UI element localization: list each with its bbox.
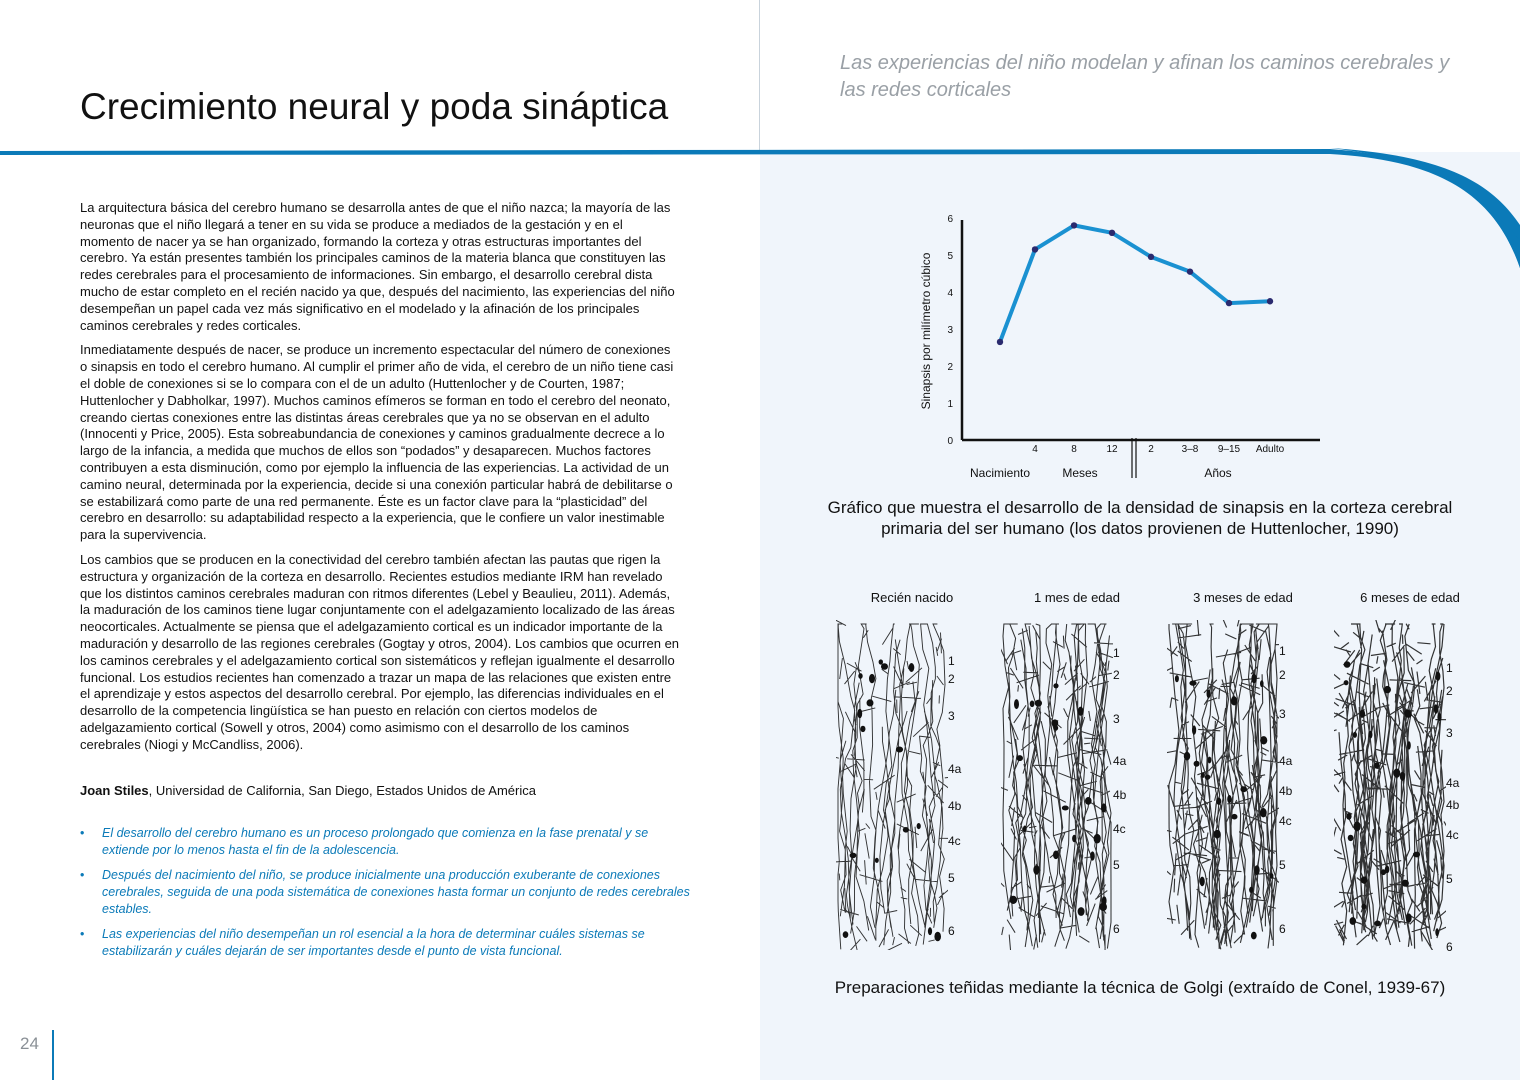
cortical-layer-label: 1 <box>1446 661 1453 675</box>
cortical-layer-label: 2 <box>1113 668 1120 682</box>
cortical-layer-label: 6 <box>1446 940 1453 954</box>
cortical-layer-label: 4b <box>1279 784 1293 798</box>
body-text <box>80 200 680 762</box>
golgi-panel <box>997 590 1157 970</box>
series-line <box>1000 225 1270 342</box>
neuron-soma <box>1406 913 1412 922</box>
golgi-panel <box>1330 590 1490 970</box>
y-tick-label: 4 <box>947 288 953 299</box>
neuron-soma <box>1023 826 1027 833</box>
x-tick-label: 9–15 <box>1217 444 1241 455</box>
neuron-branches <box>836 620 948 950</box>
neuron-soma <box>1101 803 1107 812</box>
neuron-soma <box>1194 761 1200 767</box>
x-tick-label: 8 <box>1071 444 1077 455</box>
neuron-soma <box>1207 689 1211 698</box>
golgi-panel-title: 3 meses de edad <box>1193 590 1293 605</box>
paragraph: Inmediatamente después de nacer, se produce un incremento espectacular del número de conexiones o sinapsis en todo el cerebro humano. Al cumplir el primer año de vida, el cerebro de un niño tiene casi el doble de conexiones si se lo compara con el de un adulto (Huttenlocher y de Courten, 1987; Huttenlocher y Dabholkar, 1997). Muchos caminos efímeros se forman en todo el cerebro del neonato, creando ciertas conexiones entre las distintas áreas cerebrales que ya no se observan en el adulto (Innocenti y Price, 2005). Esta sobreabundancia de conexiones y caminos gradualmente decrece a lo largo de la infancia, a medida que muchos de ellos son “podados” y desaparecen. Muchos factores contribuyen a esta disminución, como por ejemplo la influencia de las experiencias. La actividad de un camino neural, determinada por la experiencia, decide si una conexión particular habrá de debilitarse o se estabilizará como parte de una red permanente. Éste es un factor clave para la “plasticidad” del cerebro en desarrollo: su adaptabilidad respecto a la experiencia, que le confiere un valor inestimable para la supervivencia. <box>80 342 674 543</box>
neuron-soma <box>1227 795 1231 803</box>
cortical-layer-label: 5 <box>1279 858 1286 872</box>
cortical-layer-label: 4c <box>1113 822 1126 836</box>
neuron-soma <box>1374 762 1379 768</box>
cortical-layer-label: 5 <box>1113 858 1120 872</box>
author-line <box>80 783 536 798</box>
neuron-soma <box>1360 710 1365 718</box>
neuron-soma <box>1216 798 1221 805</box>
cortical-layer-label: 4a <box>1279 754 1293 768</box>
golgi-panel-title: 1 mes de edad <box>1033 590 1120 605</box>
golgi-panel <box>832 590 992 970</box>
neuron-soma <box>1205 775 1211 780</box>
y-tick-label: 6 <box>947 214 953 225</box>
cortical-layer-label: 5 <box>948 871 955 885</box>
neuron-soma <box>1035 700 1042 707</box>
neuron-soma <box>903 827 909 833</box>
neuron-soma <box>1189 681 1196 686</box>
cortical-layer-label: 6 <box>1113 922 1120 936</box>
cortical-layer-label: 4b <box>1446 798 1460 812</box>
y-tick-label: 3 <box>947 325 953 336</box>
neuron-soma <box>1260 808 1267 817</box>
x-tick-label: Adulto <box>1255 444 1285 455</box>
y-tick-label: 5 <box>947 251 953 262</box>
x-tick-label: 2 <box>1148 444 1154 455</box>
y-tick-label: 2 <box>947 362 953 373</box>
neuron-branches <box>1334 620 1446 950</box>
neuron-soma <box>1434 704 1438 713</box>
page-subtitle: Las experiencias del niño modelan y afinan los caminos cerebrales y las redes corticales <box>840 52 1450 101</box>
neuron-soma <box>1270 873 1274 879</box>
cortical-layer-label: 4a <box>1446 776 1460 790</box>
neuron-soma <box>1435 928 1439 936</box>
neuron-soma <box>1361 877 1368 884</box>
cortical-layer-label: 3 <box>948 709 955 723</box>
neuron-soma <box>1184 752 1190 761</box>
cortical-layer-label: 2 <box>1279 668 1286 682</box>
page-title: Crecimiento neural y poda sináptica <box>80 86 669 127</box>
cortical-layer-label: 3 <box>1279 707 1286 721</box>
golgi-caption: Preparaciones teñidas mediante la técnica de Golgi (extraído de Conel, 1939-67) <box>834 978 1446 997</box>
x-tick-label: 4 <box>1032 444 1038 455</box>
neuron-soma <box>1014 699 1019 709</box>
data-point <box>1071 222 1077 228</box>
neuron-soma <box>1344 680 1349 685</box>
neuron-soma <box>1249 887 1253 893</box>
golgi-panel <box>1163 590 1323 970</box>
neuron-soma <box>1175 675 1179 682</box>
neuron-soma <box>1192 725 1196 734</box>
neuron-soma <box>1231 696 1237 705</box>
neuron-branches <box>1167 620 1279 949</box>
neuron-soma <box>881 663 888 670</box>
golgi-stain-drawing <box>836 620 948 950</box>
golgi-stain-drawing <box>1001 620 1113 950</box>
data-point <box>1032 246 1038 252</box>
neuron-soma <box>1030 701 1035 708</box>
neuron-soma <box>934 932 941 942</box>
key-point: • Las experiencias del niño desempeñan un rol esencial a la hora de determinar cuáles sistemas se estabilizarán y cuáles dejarán de ser importantes desde el punto de vista funcional. <box>80 926 690 960</box>
y-tick-label: 0 <box>947 436 953 447</box>
neuron-soma <box>1062 806 1069 811</box>
neuron-soma <box>1090 851 1095 860</box>
data-point <box>997 339 1003 345</box>
neuron-soma <box>1374 921 1381 927</box>
neuron-soma <box>1346 813 1351 820</box>
neuron-soma <box>1350 917 1357 925</box>
neuron-soma <box>869 674 875 683</box>
neuron-soma <box>1381 869 1386 875</box>
neuron-soma <box>928 927 932 935</box>
neuron-soma <box>896 747 903 753</box>
y-axis-label: Sinapsis por milímetro cúbico <box>919 252 933 410</box>
cortical-layer-label: 3 <box>1113 712 1120 726</box>
page-number-rule <box>52 1030 54 1080</box>
neuron-soma <box>1240 786 1247 792</box>
x-tick-label: 3–8 <box>1181 444 1199 455</box>
key-points-list <box>80 825 690 968</box>
neuron-branches <box>1001 624 1113 950</box>
neuron-soma <box>1099 903 1107 911</box>
author-name: Joan Stiles <box>80 783 149 798</box>
neuron-soma <box>1010 896 1018 904</box>
neuron-soma <box>843 931 849 938</box>
key-point: • Después del nacimiento del niño, se produce inicialmente una producción exuberante de conexiones cerebrales, seguida de una poda sistemática de conexiones hasta formar un conjunto de redes cerebrales estables. <box>80 867 690 918</box>
neuron-soma <box>1251 674 1256 684</box>
cortical-layer-label: 2 <box>1446 684 1453 698</box>
neuron-soma <box>1260 680 1264 687</box>
neuron-soma <box>850 853 857 859</box>
neuron-soma <box>1369 731 1373 739</box>
page-number: 24 <box>20 1034 39 1053</box>
neuron-soma <box>1404 710 1410 717</box>
neuron-soma <box>1435 672 1440 681</box>
neuron-soma <box>1201 772 1205 778</box>
neuron-soma <box>1053 683 1058 688</box>
neuron-soma <box>1353 732 1357 738</box>
cortical-layer-label: 5 <box>1446 872 1453 886</box>
cortical-layer-label: 4a <box>1113 754 1127 768</box>
x-group-label: Años <box>1204 466 1232 480</box>
data-point <box>1187 268 1193 274</box>
cortical-layer-label: 1 <box>1279 644 1286 658</box>
neuron-soma <box>1078 907 1085 916</box>
golgi-panel-title: Recién nacido <box>870 590 954 605</box>
data-point <box>1109 230 1115 236</box>
cortical-layer-label: 3 <box>1446 726 1453 740</box>
cortical-layer-label: 4b <box>1113 788 1127 802</box>
neuron-soma <box>1251 932 1257 940</box>
chart-caption: Gráfico que muestra el desarrollo de la densidad de sinapsis en la corteza cerebral primaria del ser humano (los datos provienen de Huttenlocher, 1990) <box>827 498 1453 538</box>
cortical-layer-label: 4b <box>948 799 962 813</box>
golgi-stain-drawing <box>1334 620 1446 950</box>
cortical-layer-label: 2 <box>948 672 955 686</box>
neuron-soma <box>909 663 915 672</box>
neuron-soma <box>860 726 865 732</box>
neuron-soma <box>1407 741 1411 749</box>
cortical-layer-label: 4c <box>948 834 961 848</box>
paragraph: La arquitectura básica del cerebro humano se desarrolla antes de que el niño nazca; la mayoría de las neuronas que el niño llegará a tener en su vida se produce a mediados de la gestación y en el momento de nacer ya se han organizado, formando la corteza y otras estructuras importantes del cerebro. Ya están presentes también los principales caminos de la materia blanca que constituyen las redes cerebrales para el procesamiento de informaciones. Sin embargo, el desarrollo cerebral dista mucho de estar completo en el recién nacido ya que, después del nacimiento, las experiencias del niño desempeñan un papel cada vez más significativo en el modelado y la afinación de los principales caminos cerebrales y redes corticales. <box>80 200 675 333</box>
neuron-soma <box>1402 880 1409 887</box>
neuron-soma <box>1344 661 1351 668</box>
neuron-soma <box>1214 830 1221 838</box>
neuron-soma <box>1348 835 1354 841</box>
neuron-soma <box>1231 814 1237 820</box>
data-point <box>1226 300 1232 306</box>
neuron-soma <box>1078 707 1084 716</box>
key-point: • El desarrollo del cerebro humano es un proceso prolongado que comienza en la fase prenatal y se extiende por lo menos hasta el fin de la adolescencia. <box>80 825 690 859</box>
neuron-soma <box>917 823 921 829</box>
neuron-soma <box>867 699 874 706</box>
neuron-soma <box>1053 851 1059 860</box>
neuron-soma <box>875 858 879 863</box>
neuron-soma <box>1085 797 1092 805</box>
neuron-soma <box>1400 772 1405 781</box>
neuron-soma <box>1017 755 1023 761</box>
neuron-soma <box>1393 769 1400 778</box>
paragraph: Los cambios que se producen en la conectividad del cerebro también afectan las pautas que rigen la estructura y organización de la corteza en desarrollo. Recientes estudios mediante IRM han revelado que los distintos caminos cerebrales maduran con ritmos diferentes (Lebel y Beaulieu, 2011). Además, la maduración de los caminos tiene lugar conjuntamente con el adelgazamiento localizado de las áreas neocorticales. Actualmente se piensa que el adelgazamiento cortical es un indicador importante de la maduración y desarrollo de las regiones cerebrales (Gogtay y otros, 2004). Los cambios que ocurren en los caminos cerebrales y el adelgazamiento cortical son sistemáticos y reflejan igualmente el desarrollo funcional. Los estudios recientes han comenzado a trazar un mapa de las relaciones que existen entre el aprendizaje y estos aspectos del desarrollo cerebral. Por ejemplo, las diferencias individuales en el desarrollo de la competencia lingüística se han puesto en relación con ciertos modelos de adelgazamiento cortical (Sowell y otros, 2004) como asimismo con el desarrollo de los caminos cerebrales (Niogi y McCandliss, 2006). <box>80 551 680 752</box>
author-affiliation: , Universidad de California, San Diego, Estados Unidos de América <box>148 783 536 798</box>
neuron-soma <box>857 709 862 719</box>
cortical-layer-label: 4a <box>948 762 962 776</box>
neuron-soma <box>1361 904 1366 910</box>
neuron-soma <box>1437 713 1441 721</box>
x-group-label: Nacimiento <box>969 466 1031 480</box>
y-tick-label: 1 <box>947 399 953 410</box>
neuron-soma <box>1033 865 1039 875</box>
golgi-panel-title: 6 meses de edad <box>1360 590 1460 605</box>
neuron-soma <box>1254 865 1260 875</box>
neuron-soma <box>1208 757 1212 764</box>
cortical-layer-label: 6 <box>1279 922 1286 936</box>
cortical-layer-label: 4c <box>1446 828 1459 842</box>
data-point <box>1267 298 1273 304</box>
x-tick-label: 12 <box>1106 444 1118 455</box>
x-group-label: Meses <box>1062 466 1098 480</box>
neuron-soma <box>879 659 883 664</box>
neuron-soma <box>1260 736 1267 744</box>
cortical-layer-label: 6 <box>948 924 955 938</box>
synapse-density-chart <box>900 200 1340 490</box>
neuron-soma <box>1053 725 1058 730</box>
neuron-soma <box>1094 834 1101 844</box>
data-point <box>1148 254 1154 260</box>
neuron-soma <box>858 673 862 679</box>
neuron-soma <box>1413 852 1420 858</box>
cortical-layer-label: 4c <box>1279 814 1292 828</box>
neuron-soma <box>1072 835 1076 842</box>
neuron-soma <box>1384 686 1391 693</box>
cortical-layer-label: 1 <box>1113 646 1120 660</box>
cortical-layer-label: 1 <box>948 654 955 668</box>
neuron-soma <box>1200 877 1205 887</box>
golgi-stain-drawing <box>1167 620 1279 950</box>
neuron-soma <box>1354 822 1361 832</box>
